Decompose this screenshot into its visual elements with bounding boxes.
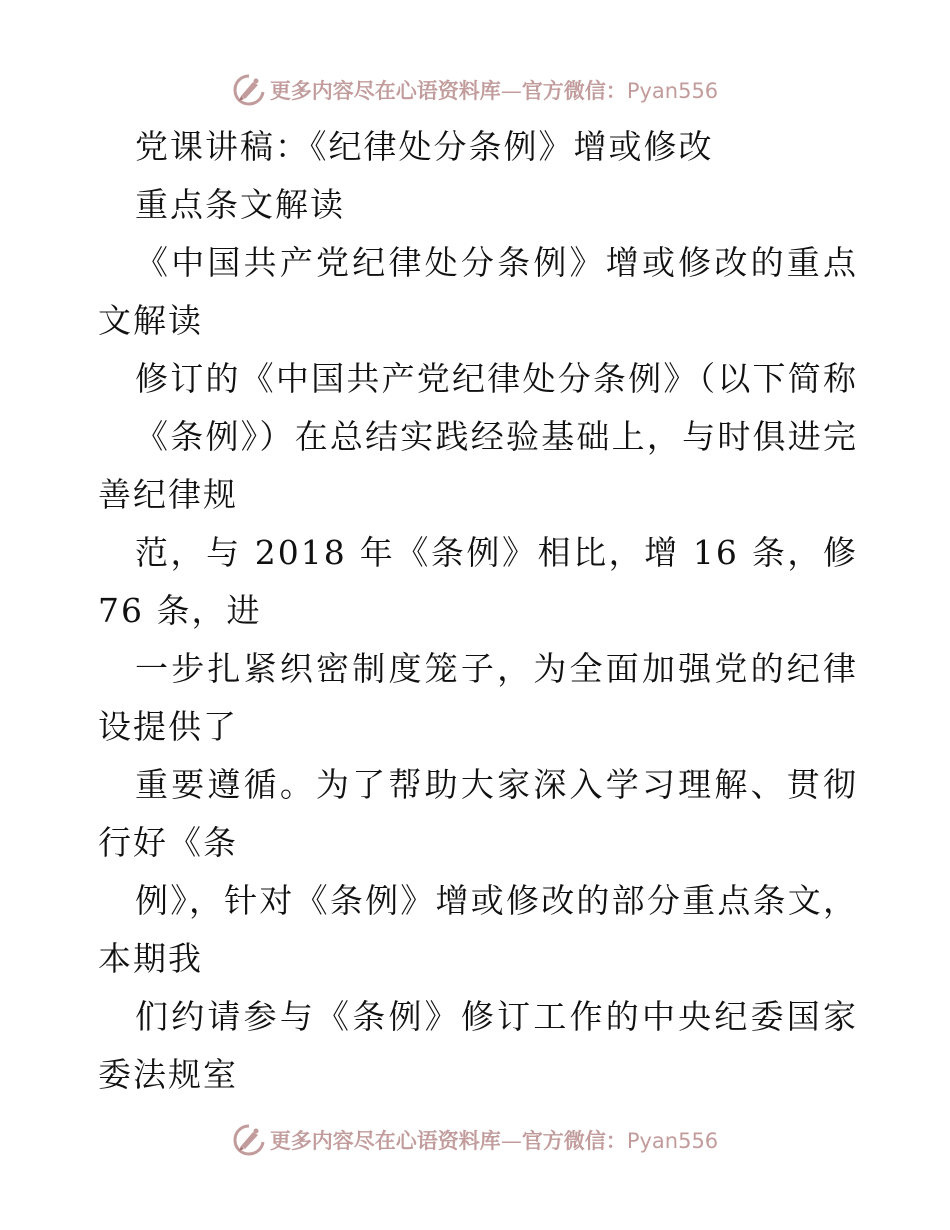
footer-watermark-banner <box>0 1120 950 1160</box>
text-line: 委法规室 <box>98 1055 238 1094</box>
pen-nib-swirl-icon <box>232 1123 266 1157</box>
text-line: 修订的《中国共产党纪律处分条例》（以下简称 <box>135 359 858 398</box>
pen-nib-swirl-icon <box>232 73 266 107</box>
text-line: 《条例》）在总结实践经验基础上，与时俱进完 <box>135 417 858 456</box>
text-line: 们约请参与《条例》修订工作的中央纪委国家 <box>135 997 858 1036</box>
watermark-text <box>270 1125 718 1155</box>
header-watermark-banner <box>0 70 950 110</box>
watermark-wechat-label: 官方微信： <box>521 79 627 103</box>
document-body <box>98 118 858 1104</box>
text-line: 一步扎紧织密制度笼子，为全面加强党的纪律 <box>135 649 858 688</box>
watermark-text <box>270 75 718 105</box>
text-line: 文解读 <box>98 301 203 340</box>
text-line: 党课讲稿：《纪律处分条例》增或修改 <box>135 127 714 166</box>
text-line: 善纪律规 <box>98 475 238 514</box>
text-line: 《中国共产党纪律处分条例》增或修改的重点 <box>135 243 858 282</box>
text-line: 行好《条 <box>98 823 238 862</box>
watermark-separator: — <box>500 79 522 103</box>
text-line: 76 条，进 <box>98 591 262 630</box>
watermark-brand: 更多内容尽在心语资料库 <box>269 1129 501 1153</box>
text-line: 例》，针对《条例》增或修改的部分重点条文， <box>135 881 858 920</box>
watermark-wechat-id: Pyan556 <box>626 1129 719 1153</box>
watermark-wechat-label: 官方微信： <box>521 1129 627 1153</box>
watermark-wechat-id: Pyan556 <box>626 79 719 103</box>
watermark-separator: — <box>500 1129 522 1153</box>
text-line: 设提供了 <box>98 707 238 746</box>
text-line: 本期我 <box>98 939 203 978</box>
text-line: 范，与 2018 年《条例》相比，增 16 条，修 <box>135 533 858 572</box>
watermark-brand: 更多内容尽在心语资料库 <box>269 79 501 103</box>
text-line: 重点条文解读 <box>135 185 345 224</box>
text-line: 重要遵循。为了帮助大家深入学习理解、贯彻 <box>135 765 858 804</box>
